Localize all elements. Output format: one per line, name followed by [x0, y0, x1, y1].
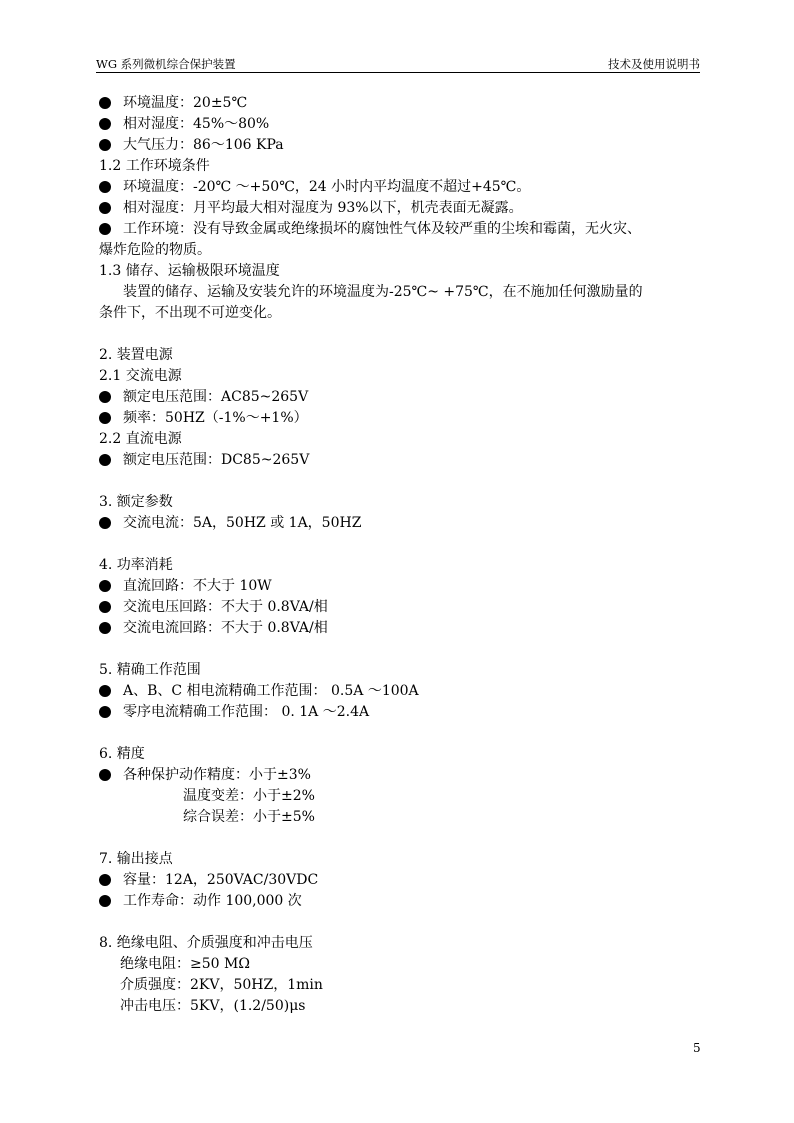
section-heading: 1.2 工作环境条件 — [99, 158, 210, 174]
bullet-icon — [99, 874, 111, 886]
bullet-icon — [99, 601, 111, 613]
bullet-icon — [99, 181, 111, 193]
list-item: 额定电压范围：DC85~265V — [99, 450, 701, 471]
section-heading: 6. 精度 — [99, 746, 145, 762]
bullet-icon — [99, 769, 111, 781]
list-item: 工作环境：没有导致金属或绝缘损坏的腐蚀性气体及较严重的尘埃和霉菌，无火灾、 — [99, 219, 701, 240]
section-heading: 3. 额定参数 — [99, 494, 173, 510]
header-doc-type: 技术及使用说明书 — [608, 57, 700, 71]
indented-line: 综合误差：小于±5% — [183, 809, 315, 825]
bullet-icon — [99, 118, 111, 130]
list-item: 零序电流精确工作范围： 0. 1A ～2.4A — [99, 702, 701, 723]
bullet-icon — [99, 139, 111, 151]
list-item: 频率：50HZ（-1%～+1%） — [99, 408, 701, 429]
bullet-icon — [99, 622, 111, 634]
list-item: 相对湿度：45%～80% — [99, 114, 701, 135]
page-header — [96, 56, 700, 73]
list-item-continuation: 爆炸危险的物质。 — [99, 242, 211, 258]
section-heading: 8. 绝缘电阻、介质强度和冲击电压 — [99, 935, 313, 951]
paragraph-line: 条件下，不出现不可逆变化。 — [99, 305, 281, 321]
section-heading: 2. 装置电源 — [99, 347, 173, 363]
document-body — [99, 93, 701, 1017]
bullet-icon — [99, 706, 111, 718]
list-item: 工作寿命：动作 100,000 次 — [99, 891, 701, 912]
paragraph-line: 装置的储存、运输及安装允许的环境温度为-25℃~ +75℃，在不施加任何激励量的 — [123, 284, 643, 300]
bullet-icon — [99, 223, 111, 235]
bullet-icon — [99, 580, 111, 592]
list-item: 相对湿度：月平均最大相对湿度为 93%以下，机壳表面无凝露。 — [99, 198, 701, 219]
list-item: 环境温度：20±5℃ — [99, 93, 701, 114]
section-heading: 7. 输出接点 — [99, 851, 173, 867]
section-heading: 4. 功率消耗 — [99, 557, 173, 573]
indented-line: 温度变差：小于±2% — [183, 788, 315, 804]
list-item: 直流回路：不大于 10W — [99, 576, 701, 597]
list-item: 交流电压回路：不大于 0.8VA/相 — [99, 597, 701, 618]
bullet-icon — [99, 97, 111, 109]
list-item: 环境温度：-20℃ ～+50℃，24 小时内平均温度不超过+45℃。 — [99, 177, 701, 198]
bullet-icon — [99, 517, 111, 529]
indented-line: 介质强度：2KV，50HZ，1min — [120, 977, 323, 993]
list-item: 大气压力：86～106 KPa — [99, 135, 701, 156]
bullet-icon — [99, 412, 111, 424]
indented-line: 冲击电压：5KV，(1.2/50)μs — [120, 998, 306, 1014]
bullet-icon — [99, 391, 111, 403]
section-heading: 1.3 储存、运输极限环境温度 — [99, 263, 280, 279]
indented-line: 绝缘电阻：≥50 MΩ — [120, 956, 250, 972]
section-heading: 2.1 交流电源 — [99, 368, 182, 384]
bullet-icon — [99, 202, 111, 214]
bullet-icon — [99, 454, 111, 466]
header-title: WG 系列微机综合保护装置 — [96, 57, 236, 71]
list-item: 容量：12A，250VAC/30VDC — [99, 870, 701, 891]
page-number: 5 — [693, 1041, 701, 1055]
list-item: 交流电流回路：不大于 0.8VA/相 — [99, 618, 701, 639]
list-item: 额定电压范围：AC85~265V — [99, 387, 701, 408]
section-heading: 5. 精确工作范围 — [99, 662, 201, 678]
bullet-icon — [99, 895, 111, 907]
section-heading: 2.2 直流电源 — [99, 431, 182, 447]
list-item: A、B、C 相电流精确工作范围： 0.5A ～100A — [99, 681, 701, 702]
list-item: 交流电流：5A，50HZ 或 1A，50HZ — [99, 513, 701, 534]
list-item: 各种保护动作精度：小于±3% — [99, 765, 701, 786]
bullet-icon — [99, 685, 111, 697]
